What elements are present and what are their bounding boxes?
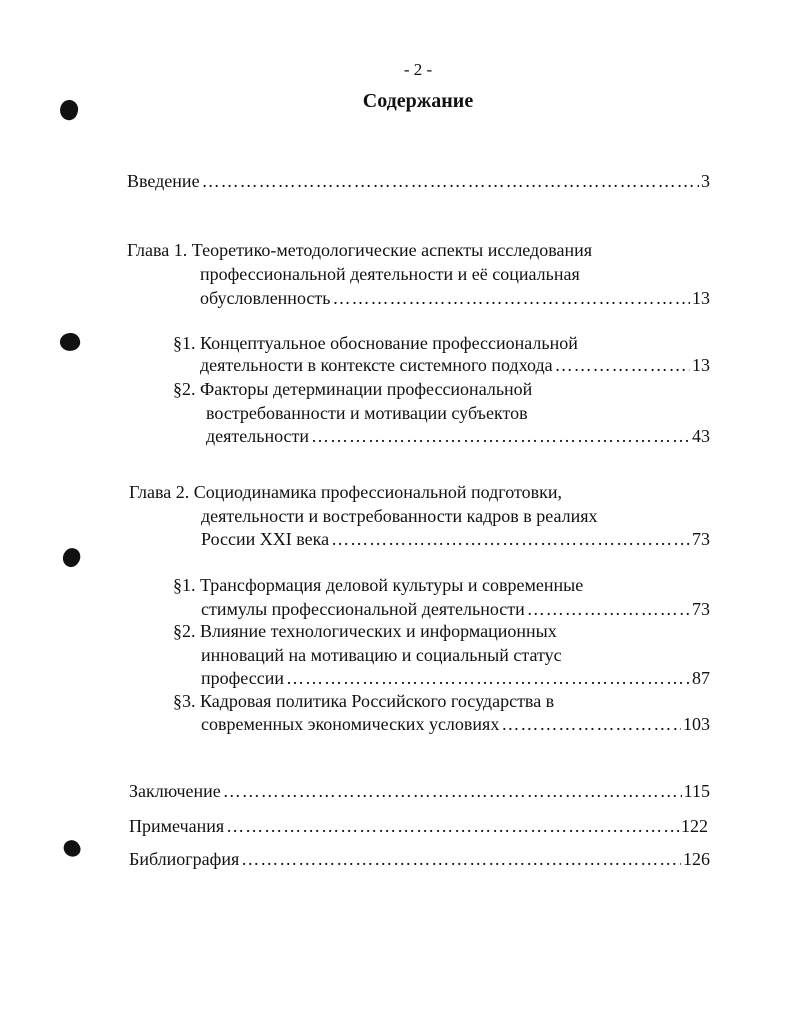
toc-entry-page: 43 (692, 426, 710, 446)
section-2-2-line-2: инноваций на мотивацию и социальный статус (201, 645, 562, 665)
leader-dots (311, 424, 690, 448)
toc-entry-page: 115 (683, 781, 710, 801)
leader-dots (286, 666, 690, 690)
chapter-1-title-line-1: Глава 1. Теоретико-методологические аспекты исследования (127, 240, 593, 260)
toc-entry-label: деятельности (206, 426, 310, 446)
toc-entry-label: Введение (127, 171, 200, 191)
toc-entry-page: 122 (681, 816, 708, 836)
toc-entry-label: Примечания (129, 816, 225, 836)
toc-entry-label: профессии (201, 668, 284, 688)
section-2-2-line-1: §2. Влияние технологических и информационных (173, 621, 557, 641)
toc-entry-page: 87 (692, 668, 710, 688)
section-1-1-last-line (200, 353, 710, 377)
toc-entry-label: обусловленность (200, 288, 331, 308)
toc-entry-page: 3 (701, 171, 710, 191)
toc-entry-page: 73 (692, 529, 710, 549)
section-1-2-last-line (206, 424, 710, 448)
section-1-1-line-1: §1. Концептуальное обоснование профессиональной (173, 333, 578, 353)
leader-dots (223, 779, 682, 803)
toc-entry-page: 103 (683, 714, 710, 734)
section-2-1-last-line (201, 597, 710, 621)
toc-entry-intro (127, 169, 710, 193)
section-1-2-line-2: востребованности и мотивации субъектов (206, 403, 528, 423)
leader-dots (527, 597, 690, 621)
toc-entry-notes (129, 814, 708, 838)
chapter-2-title-line-1: Глава 2. Социодинамика профессиональной подготовки, (129, 482, 562, 502)
section-2-2-last-line (201, 666, 710, 690)
toc-entry-page: 13 (692, 288, 710, 308)
toc-entry-page: 13 (692, 355, 710, 375)
chapter-1-title-last-line (200, 286, 710, 310)
leader-dots (241, 847, 681, 871)
toc-entry-page: 73 (692, 599, 710, 619)
chapter-1-title-line-2: профессиональной деятельности и её социальная (200, 264, 580, 284)
toc-entry-page: 126 (683, 849, 710, 869)
leader-dots (501, 712, 681, 736)
page-number: - 2 - (403, 60, 433, 79)
leader-dots (332, 286, 690, 310)
toc-entry-bibliography (129, 847, 710, 871)
toc-entry-label: России XXI века (201, 529, 330, 549)
chapter-2-title-last-line (201, 527, 710, 551)
leader-dots (226, 814, 679, 838)
toc-entry-label: Заключение (129, 781, 221, 801)
toc-entry-conclusion (129, 779, 710, 803)
toc-entry-label: Библиография (129, 849, 240, 869)
toc-entry-label: деятельности в контексте системного подхода (200, 355, 553, 375)
leader-dots (331, 527, 690, 551)
scan-blot (61, 837, 83, 860)
section-1-2-line-1: §2. Факторы детерминации профессиональной (173, 379, 533, 399)
section-2-3-line-1: §3. Кадровая политика Российского государства в (173, 691, 555, 711)
page-title: Содержание (362, 90, 474, 112)
toc-entry-label: современных экономических условиях (201, 714, 500, 734)
toc-entry-label: стимулы профессиональной деятельности (201, 599, 525, 619)
scan-blot (59, 545, 84, 570)
section-2-3-last-line (201, 712, 710, 736)
chapter-2-title-line-2: деятельности и востребованности кадров в реалиях (201, 506, 598, 526)
leader-dots (555, 353, 690, 377)
scan-blot (58, 331, 82, 354)
leader-dots (202, 169, 699, 193)
section-2-1-line-1: §1. Трансформация деловой культуры и современные (173, 575, 584, 595)
